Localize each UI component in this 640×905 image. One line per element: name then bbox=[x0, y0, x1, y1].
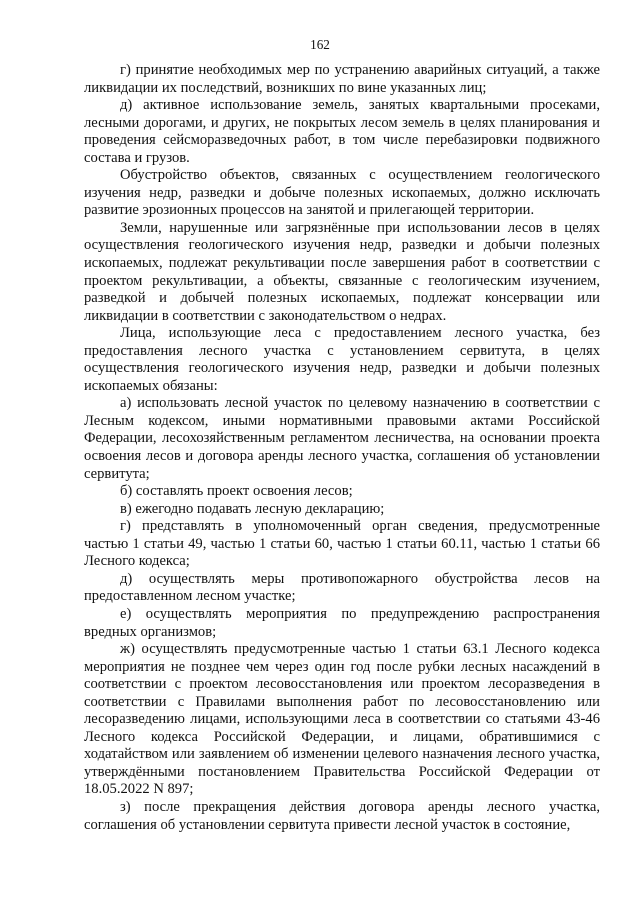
paragraph-item-zh-reforestation: ж) осуществлять предусмотренные частью 1 статьи 63.1 Лесного кодекса мероприятия не позднее чем через один год после рубки лесных насаждений в соответствии с проектом лесовосстановления или проектом лесоразведения в соответствии с Правилами выполнения работ по лесовосстановлению или лесоразведению лицами, использующими леса в соответствии со статьями 43-46 Лесного кодекса Российской Федерации, и лицами, обратившимися с ходатайством или заявлением об изменении целевого назначения лесного участка, утверждёнными постановлением Правительства Российской Федерации от 18.05.2022 N 897; bbox=[84, 641, 600, 798]
paragraph-facilities-erosion: Обустройство объектов, связанных с осуществлением геологического изучения недр, разведки и добыче полезных ископаемых, должно исключать развитие эрозионных процессов на занятой и прилегающей территории. bbox=[84, 167, 600, 219]
paragraph-item-b-project: б) составлять проект освоения лесов; bbox=[120, 483, 353, 500]
paragraph-item-e-pests: е) осуществлять мероприятия по предупреждению распространения вредных организмов; bbox=[84, 605, 600, 640]
paragraph-item-v-declaration: в) ежегодно подавать лесную декларацию; bbox=[120, 500, 385, 517]
paragraph-item-g-emergency: г) принятие необходимых мер по устранению аварийных ситуаций, а также ликвидации их последствий, возникших по вине указанных лиц; bbox=[84, 62, 600, 96]
paragraph-item-d-fire-safety: д) осуществлять меры противопожарного обустройства лесов на предоставленном лесном участке; bbox=[84, 570, 600, 605]
paragraph-item-d-seismic-lands: д) активное использование земель, занятых квартальными просеками, лесными дорогами, и других, не покрытых лесом земель в целях планирования и проведения сейсморазведочных работ, в том числе перебазировки подвижного состава и грузов. bbox=[84, 97, 600, 166]
document-body bbox=[84, 62, 600, 834]
page-number: 162 bbox=[310, 37, 330, 52]
paragraph-item-z-restore-plot: з) после прекращения действия договора аренды лесного участка, соглашения об установлении сервитута привести лесной участок в состояние, bbox=[84, 798, 600, 833]
paragraph-land-recultivation: Земли, нарушенные или загрязнённые при использовании лесов в целях осуществления геологического изучения недр, разведки и добычи полезных ископаемых, подлежат рекультивации после завершения работ в соответствии с проектом рекультивации, а объекты, связанные с геологическим изучением, разведкой и добычей полезных ископаемых, подлежат консервации или ликвидации в соответствии с законодательством о недрах. bbox=[84, 219, 600, 324]
paragraph-obligations-intro: Лица, использующие леса с предоставлением лесного участка, без предоставления лесного участка с установлением сервитута, в целях осуществления геологического изучения недр, разведки и добычи полезных ископаемых обязаны: bbox=[84, 325, 600, 394]
paragraph-item-a-use-plot: а) использовать лесной участок по целевому назначению в соответствии с Лесным кодексом, иными нормативными правовыми актами Российской Федерации, лесохозяйственным регламентом лесничества, на основании проекта освоения лесов и договора аренды лесного участка, соглашения об установлении сервитута; bbox=[84, 395, 600, 482]
paragraph-item-g-reporting: г) представлять в уполномоченный орган сведения, предусмотренные частью 1 статьи 49, частью 1 статьи 60, частью 1 статьи 60.11, частью 1 статьи 66 Лесного кодекса; bbox=[84, 518, 600, 570]
